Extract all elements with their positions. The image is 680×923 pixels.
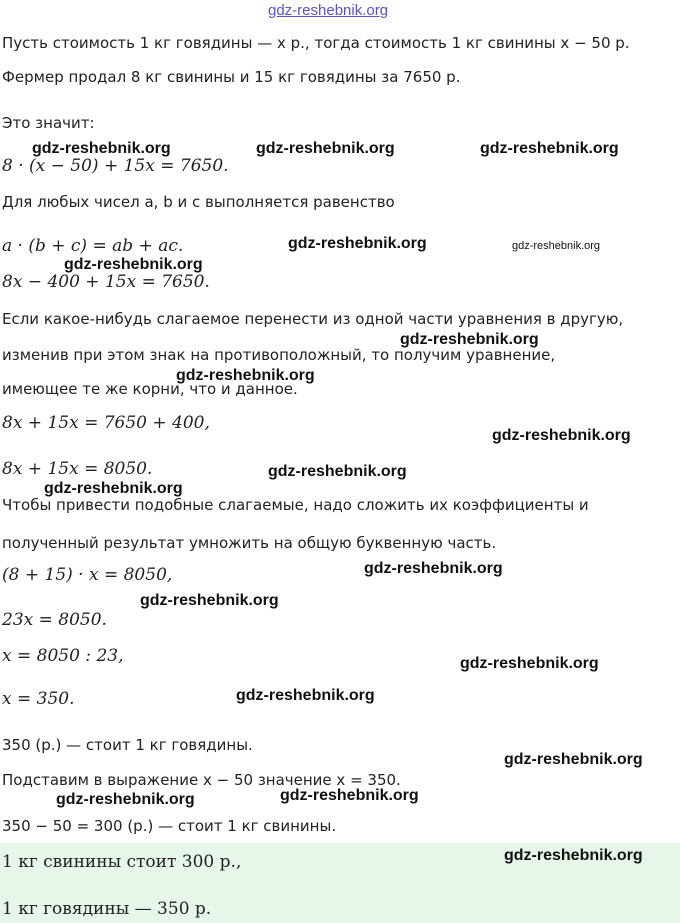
equation-6: 23x = 8050. — [2, 610, 107, 630]
watermark: gdz-reshebnik.org — [236, 687, 375, 704]
watermark: gdz-reshebnik.org — [56, 791, 195, 808]
watermark-header: gdz-reshebnik.org — [268, 2, 389, 19]
watermark: gdz-reshebnik.org — [140, 592, 279, 609]
watermark: gdz-reshebnik.org — [256, 140, 395, 157]
watermark: gdz-reshebnik.org — [32, 140, 171, 157]
watermark: gdz-reshebnik.org — [480, 140, 619, 157]
text-line-14: полученный результат умножить на общую буквенную часть. — [2, 534, 497, 552]
text-line-1: Пусть стоимость 1 кг говядины — x р., тогда стоимость 1 кг свинины x − 50 р. — [2, 34, 630, 52]
watermark: gdz-reshebnik.org — [288, 235, 427, 252]
equation-8: x = 350. — [2, 689, 75, 709]
equation-4: 8x + 15x = 8050. — [2, 459, 153, 479]
text-line-8: Если какое-нибудь слагаемое перенести из одной части уравнения в другую, — [2, 310, 624, 328]
watermark: gdz-reshebnik.org — [268, 463, 407, 480]
equation-2: 8x − 400 + 15x = 7650. — [2, 272, 210, 292]
answer-line-2: 1 кг говядины — 350 р. — [2, 899, 212, 919]
watermark: gdz-reshebnik.org — [364, 560, 503, 577]
text-line-2: Фермер продал 8 кг свинины и 15 кг говядины за 7650 р. — [2, 68, 461, 86]
text-line-10: имеющее те же корни, что и данное. — [2, 380, 298, 398]
watermark: gdz-reshebnik.org — [492, 427, 631, 444]
watermark: gdz-reshebnik.org — [280, 787, 419, 804]
text-line-20: Подставим в выражение x − 50 значение x = 350. — [2, 771, 401, 789]
equation-1: 8 · (x − 50) + 15x = 7650. — [2, 156, 229, 176]
text-line-21: 350 − 50 = 300 (р.) — стоит 1 кг свинины. — [2, 817, 337, 835]
text-line-19: 350 (р.) — стоит 1 кг говядины. — [2, 736, 253, 754]
text-line-3: Это значит: — [2, 114, 95, 132]
watermark: gdz-reshebnik.org — [400, 331, 539, 348]
watermark: gdz-reshebnik.org — [504, 751, 643, 768]
text-line-13: Чтобы привести подобные слагаемые, надо сложить их коэффициенты и — [2, 496, 589, 514]
watermark: gdz-reshebnik.org — [460, 655, 599, 672]
equation-distributive: a · (b + c) = ab + ac. — [2, 236, 184, 256]
watermark: gdz-reshebnik.org — [44, 480, 183, 497]
equation-5: (8 + 15) · x = 8050, — [2, 565, 173, 585]
watermark: gdz-reshebnik.org — [176, 367, 315, 384]
watermark: gdz-reshebnik.org — [64, 256, 203, 273]
text-line-9: изменив при этом знак на противоположный, то получим уравнение, — [2, 346, 556, 364]
equation-3: 8x + 15x = 7650 + 400, — [2, 413, 210, 433]
watermark: gdz-reshebnik.org — [504, 847, 643, 864]
equation-7: x = 8050 : 23, — [2, 646, 124, 666]
watermark: gdz-reshebnik.org — [512, 240, 601, 252]
text-line-5: Для любых чисел a, b и c выполняется равенство — [2, 193, 395, 211]
answer-line-1: 1 кг свинины стоит 300 р., — [2, 852, 242, 872]
